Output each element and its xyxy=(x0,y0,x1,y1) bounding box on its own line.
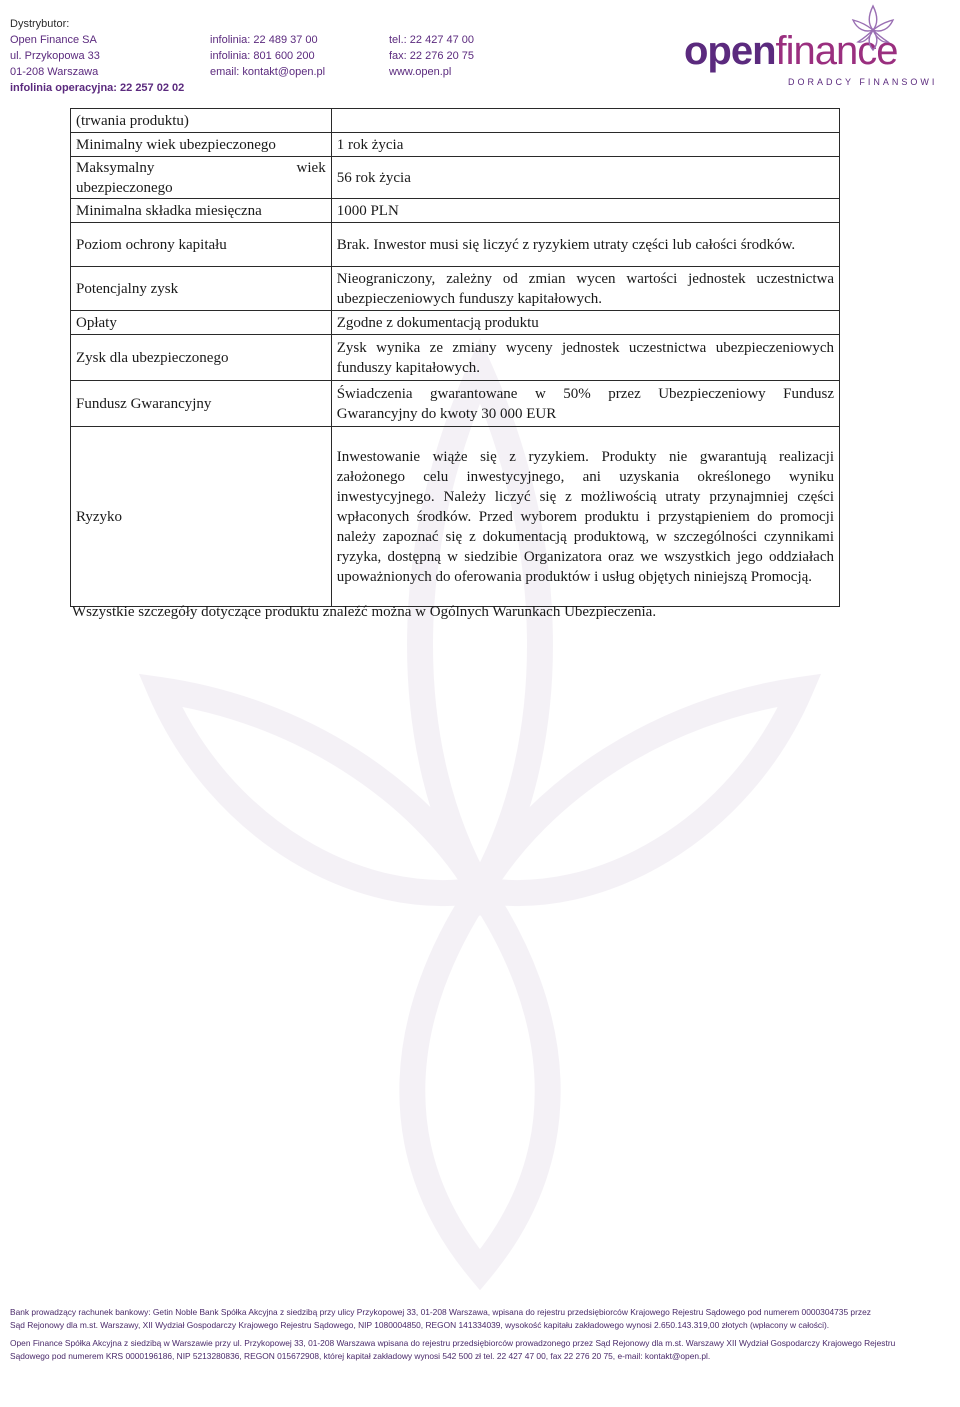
footer-bank-line-1: Bank prowadzący rachunek bankowy: Getin Noble Bank Spółka Akcyjna z siedzibą przy ulicy Przykopowej 33, 01-208 Warszawa, wpisana do rejestru przedsiębiorców Krajowego Rejestru Sądowego pod numerem 0000304735 przez xyxy=(10,1307,871,1317)
row-label: Poziom ochrony kapitału xyxy=(71,223,332,267)
logo-word-open: open xyxy=(684,29,776,73)
table-row xyxy=(71,157,840,199)
row-value: Zysk wynika ze zmiany wyceny jednostek uczestnictwa ubezpieczeniowych funduszy kapitałowych. xyxy=(331,335,839,381)
company-street: ul. Przykopowa 33 xyxy=(10,50,100,62)
company-city: 01-208 Warszawa xyxy=(10,66,99,78)
operational-hotline: infolinia operacyjna: 22 257 02 02 xyxy=(10,82,185,94)
row-value: Nieograniczony, zależny od zmian wycen wartości jednostek uczestnictwa ubezpieczeniowych funduszy kapitałowych. xyxy=(331,267,839,311)
table-row xyxy=(71,109,840,133)
table-row xyxy=(71,133,840,157)
table-row xyxy=(71,223,840,267)
row-label: Ryzyko xyxy=(71,427,332,607)
website-link[interactable]: www.open.pl xyxy=(389,66,452,78)
label-part: wiek xyxy=(296,159,326,176)
label-part: ubezpieczonego xyxy=(76,179,173,196)
flower-logo-icon xyxy=(848,2,898,52)
legal-footer xyxy=(10,1307,950,1369)
row-label: Zysk dla ubezpieczonego xyxy=(71,335,332,381)
hotline-block xyxy=(210,32,325,80)
company-name: Open Finance SA xyxy=(10,34,97,46)
hotline-1: infolinia: 22 489 37 00 xyxy=(210,34,318,46)
logo-word-finance: finance xyxy=(775,29,898,73)
table-row xyxy=(71,335,840,381)
row-label: Minimalna składka miesięczna xyxy=(71,199,332,223)
row-label: Minimalny wiek ubezpieczonego xyxy=(71,133,332,157)
distributor-block xyxy=(10,16,184,96)
email-contact[interactable]: email: kontakt@open.pl xyxy=(210,66,326,78)
footer-bank-line-2: Sąd Rejonowy dla m.st. Warszawy, XII Wydział Gospodarczy Krajowego Rejestru Sądowego, NIP 1080004850, REGON 141334039, wysokość kapitału zakładowego wynosi 2.650.143.319,00 złotych (wpłacony w całości). xyxy=(10,1320,830,1330)
table-row xyxy=(71,311,840,335)
row-label: Fundusz Gwarancyjny xyxy=(71,381,332,427)
distributor-label: Dystrybutor: xyxy=(10,18,70,30)
row-value: 1000 PLN xyxy=(331,199,839,223)
logo-tagline: DORADCY FINANSOWI xyxy=(788,77,938,87)
row-value: Inwestowanie wiąże się z ryzykiem. Produkty nie gwarantują realizacji założonego celu inwestycyjnego, ani uzyskania określonego wyniku inwestycyjnego. Należy liczyć się z możliwością utraty przynajmniej części wpłaconych środków. Przed wyborem produktu i przystąpieniem do promocji należy zapoznać się z dokumentacją produktową, w szczególności czynnikami ryzyka, dostępną w siedzibie Organizatora oraz we wszystkich jego oddziałach upoważnionych do oferowania produktów i usług objętych niniejszą Promocją. xyxy=(331,427,839,607)
row-value: Świadczenia gwarantowane w 50% przez Ubezpieczeniowy Fundusz Gwarancyjny do kwoty 30 000 EUR xyxy=(331,381,839,427)
row-value: 56 rok życia xyxy=(331,157,839,199)
row-label: Opłaty xyxy=(71,311,332,335)
table-row xyxy=(71,199,840,223)
phone: tel.: 22 427 47 00 xyxy=(389,34,475,46)
row-value: 1 rok życia xyxy=(331,133,839,157)
row-label: Potencjalny zysk xyxy=(71,267,332,311)
label-part: Maksymalny xyxy=(76,159,155,176)
row-label xyxy=(71,157,332,199)
footer-company-line-1: Open Finance Spółka Akcyjna z siedzibą w Warszawie przy ul. Przykopowej 33, 01-208 Warszawa wpisana do rejestru przedsiębiorców prowadzonego przez Sąd Rejonowy dla m.st. Warszawy XII Wydział Gospodarczy Krajowego Rejestru xyxy=(10,1338,896,1348)
letterhead xyxy=(0,0,960,100)
product-parameters-table xyxy=(70,108,840,607)
phone-block xyxy=(389,32,474,80)
row-value xyxy=(331,109,839,133)
details-note: Wszystkie szczegóły dotyczące produktu znaleźć można w Ogólnych Warunkach Ubezpieczenia. xyxy=(72,604,657,620)
row-label: (trwania produktu) xyxy=(71,109,332,133)
footer-company-line-2: Sądowego pod numerem KRS 0000196186, NIP 5213280836, REGON 015672908, której kapitał zakładowy wynosi 542 500 zł tel. 22 427 47 00, fax 22 276 20 75, e-mail: kontakt@open.pl. xyxy=(10,1351,711,1361)
table-row xyxy=(71,381,840,427)
table-row xyxy=(71,267,840,311)
row-value: Zgodne z dokumentacją produktu xyxy=(331,311,839,335)
fax: fax: 22 276 20 75 xyxy=(389,50,475,62)
hotline-2: infolinia: 801 600 200 xyxy=(210,50,315,62)
table-row xyxy=(71,427,840,607)
row-value: Brak. Inwestor musi się liczyć z ryzykiem utraty części lub całości środków. xyxy=(331,223,839,267)
